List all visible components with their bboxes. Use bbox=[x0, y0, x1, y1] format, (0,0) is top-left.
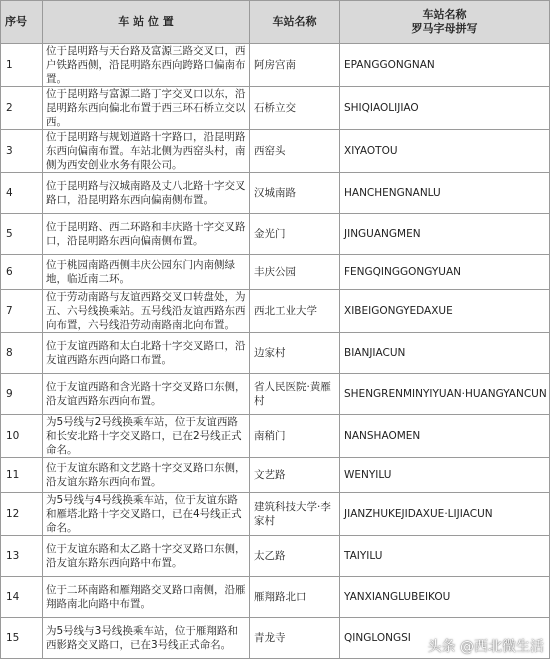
header-row bbox=[1, 1, 550, 44]
row-index: 9 bbox=[1, 374, 43, 415]
row-location: 位于劳动南路与友谊西路交叉口转盘处，为五、六号线换乘站。五号线沿友谊西路东西向布置，六号线沿劳动南路南北向布置。 bbox=[43, 290, 250, 333]
row-index: 4 bbox=[1, 173, 43, 214]
table-row bbox=[1, 374, 550, 415]
row-station-name: 文艺路 bbox=[250, 458, 340, 493]
row-location: 位于友谊西路和含光路十字交叉路口东侧，沿友谊西路东西向布置。 bbox=[43, 374, 250, 415]
row-station-name: 丰庆公园 bbox=[250, 255, 340, 290]
row-station-name: 金光门 bbox=[250, 214, 340, 255]
row-index: 7 bbox=[1, 290, 43, 333]
table-row bbox=[1, 577, 550, 618]
table-row bbox=[1, 130, 550, 173]
table-row bbox=[1, 255, 550, 290]
row-roman-spelling: XIYAOTOU bbox=[340, 130, 550, 173]
row-index: 2 bbox=[1, 87, 43, 130]
row-location: 位于昆明路、西二环路和丰庆路十字交叉路口，沿昆明路东西向偏南侧布置。 bbox=[43, 214, 250, 255]
header-name: 车站名称 bbox=[250, 1, 340, 44]
row-location: 位于友谊西路和太白北路十字交叉路口，沿友谊西路东西向路口布置。 bbox=[43, 333, 250, 374]
row-station-name: 建筑科技大学·李家村 bbox=[250, 493, 340, 536]
row-index: 13 bbox=[1, 536, 43, 577]
row-index: 10 bbox=[1, 415, 43, 458]
row-location: 位于昆明路与规划道路十字路口，沿昆明路东西向偏南布置。车站北侧为西窑头村，南侧为西安创业水务有限公司。 bbox=[43, 130, 250, 173]
row-location: 位于友谊东路和文艺路十字交叉路口东侧，沿友谊东路东西向布置。 bbox=[43, 458, 250, 493]
header-index: 序号 bbox=[1, 1, 43, 44]
row-location: 位于昆明路与富源二路丁字交叉口以东，沿昆明路东西向偏北布置于西三环石桥立交以西。 bbox=[43, 87, 250, 130]
row-location: 位于友谊东路和太乙路十字交叉路口东侧，沿友谊东路东西向路中布置。 bbox=[43, 536, 250, 577]
row-index: 14 bbox=[1, 577, 43, 618]
row-station-name: 汉城南路 bbox=[250, 173, 340, 214]
row-roman-spelling: NANSHAOMEN bbox=[340, 415, 550, 458]
row-station-name: 雁翔路北口 bbox=[250, 577, 340, 618]
header-roman bbox=[340, 1, 550, 44]
table-row bbox=[1, 458, 550, 493]
row-location: 位于二环南路和雁翔路交叉路口南侧，沿雁翔路南北向路中布置。 bbox=[43, 577, 250, 618]
header-roman-line1: 车站名称 bbox=[422, 8, 467, 21]
row-location: 为5号线与3号线换乘车站，位于雁翔路和西影路交叉路口，已在3号线正式命名。 bbox=[43, 618, 250, 659]
row-roman-spelling: SHIQIAOLIJIAO bbox=[340, 87, 550, 130]
row-station-name: 太乙路 bbox=[250, 536, 340, 577]
row-location: 为5号线与2号线换乘车站，位于友谊西路和长安北路十字交叉路口，已在2号线正式命名。 bbox=[43, 415, 250, 458]
row-index: 5 bbox=[1, 214, 43, 255]
watermark: 头条 @西北微生活 bbox=[427, 639, 544, 655]
row-station-name: 西北工业大学 bbox=[250, 290, 340, 333]
row-index: 12 bbox=[1, 493, 43, 536]
row-roman-spelling: BIANJIACUN bbox=[340, 333, 550, 374]
row-station-name: 省人民医院·黄雁村 bbox=[250, 374, 340, 415]
row-station-name: 西窑头 bbox=[250, 130, 340, 173]
row-roman-spelling: EPANGGONGNAN bbox=[340, 44, 550, 87]
row-roman-spelling: YANXIANGLUBEIKOU bbox=[340, 577, 550, 618]
row-roman-spelling: JINGUANGMEN bbox=[340, 214, 550, 255]
row-index: 15 bbox=[1, 618, 43, 659]
row-roman-spelling: JIANZHUKEJIDAXUE·LIJIACUN bbox=[340, 493, 550, 536]
row-index: 8 bbox=[1, 333, 43, 374]
row-index: 6 bbox=[1, 255, 43, 290]
row-station-name: 石桥立交 bbox=[250, 87, 340, 130]
row-roman-spelling: XIBEIGONGYEDAXUE bbox=[340, 290, 550, 333]
header-location: 车 站 位 置 bbox=[43, 1, 250, 44]
table-row bbox=[1, 493, 550, 536]
table-row bbox=[1, 173, 550, 214]
row-roman-spelling: TAIYILU bbox=[340, 536, 550, 577]
row-index: 3 bbox=[1, 130, 43, 173]
row-station-name: 阿房宫南 bbox=[250, 44, 340, 87]
row-location: 位于昆明路与汉城南路及丈八北路十字交叉路口，沿昆明路东西向偏南侧布置。 bbox=[43, 173, 250, 214]
table-row bbox=[1, 536, 550, 577]
table-row bbox=[1, 44, 550, 87]
table-row bbox=[1, 333, 550, 374]
table-row bbox=[1, 290, 550, 333]
row-roman-spelling: WENYILU bbox=[340, 458, 550, 493]
table-row bbox=[1, 87, 550, 130]
row-roman-spelling: QINGLONGSI bbox=[340, 618, 550, 659]
row-station-name: 边家村 bbox=[250, 333, 340, 374]
header-roman-line2: 罗马字母拼写 bbox=[411, 22, 478, 35]
row-location: 位于昆明路与天台路及富源三路交叉口，西户铁路西侧，沿昆明路东西向跨路口偏南布置。 bbox=[43, 44, 250, 87]
row-station-name: 南稍门 bbox=[250, 415, 340, 458]
row-location: 为5号线与4号线换乘车站，位于友谊东路和雁塔北路十字交叉路口，已在4号线正式命名。 bbox=[43, 493, 250, 536]
table-row bbox=[1, 415, 550, 458]
row-roman-spelling: FENGQINGGONGYUAN bbox=[340, 255, 550, 290]
row-index: 11 bbox=[1, 458, 43, 493]
table-row bbox=[1, 214, 550, 255]
row-roman-spelling: HANCHENGNANLU bbox=[340, 173, 550, 214]
row-station-name: 青龙寺 bbox=[250, 618, 340, 659]
row-location: 位于桃园南路西侧丰庆公园东门内南侧绿地，临近南二环。 bbox=[43, 255, 250, 290]
row-index: 1 bbox=[1, 44, 43, 87]
row-roman-spelling: SHENGRENMINYIYUAN·HUANGYANCUN bbox=[340, 374, 550, 415]
